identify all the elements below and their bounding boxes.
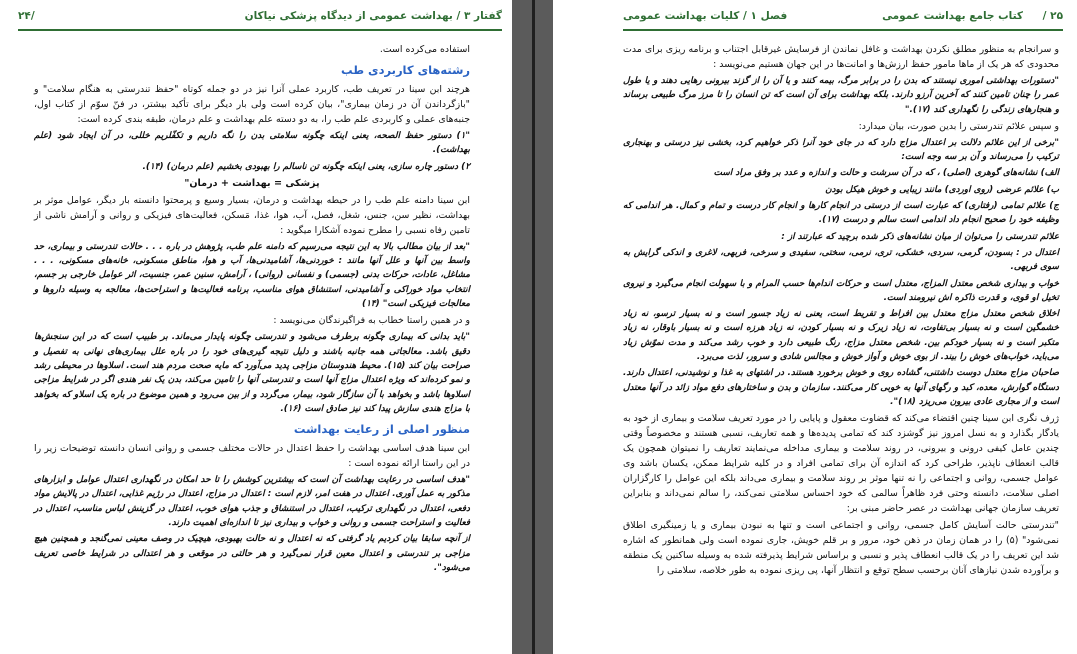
right-quote-4: اعتدال در : بسودن، گرمی، سردی، خشکی، تری، نرمی، سختی، سفیدی و سرخی، فربهی، لاغری و اندکی گرایش به سوی فربهی. — [623, 247, 1059, 273]
left-paragraph-1: هرچند ابن سینا در تعریف طب، کاربرد عملی آنرا نیز در دو جمله کوتاه "حفظ تندرستی به هنگام سلامت" و "بازگرداندن آن در زمان بیماری"، بیان کرده است ولی بار دیگر برای تأکید بیشتر، در فنّ سوّم از کتاب اول، جنبه‌های عملی و کاربردی علم طب را، به دو دسته علم بهداشت و علم درمان، طبقه بندی کرده است: — [34, 84, 470, 125]
right-quote-1: "دستورات بهداشتی اموری نیستند که بدن را در برابر مرگ، بیمه کنند و یا آن را از گزند بیرونی رهایی دهند و یا طول عمر را چنان تامین کنند که آخرین آرزو دارند. بلکه بهداشت برای آن است که تن انسان را تا مرز مرگ طبیعی برساند و هنجارهای زندگی را نگهداری کند (۱۷)." — [623, 76, 1059, 115]
left-paragraph-4: ابن سینا هدف اساسی بهداشت را حفظ اعتدال در حالات مختلف جسمی و روانی انسان دانسته توضیحات زیر را در این راستا ارائه نموده است : — [34, 443, 470, 470]
left-paragraph-3: و در همین راستا خطاب به فراگیرندگان می‌نویسد : — [273, 315, 470, 327]
section-title-main-purpose: منظور اصلی از رعایت بهداشت — [293, 422, 470, 437]
left-quote-5: "هدف اساسی در رعایت بهداشت آن است که بیشترین کوشش را تا حد امکان در نگهداری اعتدال عوامل و ابزارهای مذکور به عمل آوری. اعتدال در هفت امر، لازم است : اعتدال در مزاج، اعتدال در رژیم غذایی، اعتدال در پالایش مواد دفعی، اعتدال در نگهداری ترکیب، اعتدال در استنشاق و جذب هوای خوب، اعتدال در گزینش لباس مناسب، اعتدال در فعالیت و استراحت جسمی و روانی و خواب و بیداری نیز تا اندازه‌ای اهمیت دارند. — [34, 475, 470, 529]
right-quote-5: خواب و بیداری شخص معتدل المزاج، معتدل است و حرکات اندام‌ها حسب المرام و با سهولت انجام می‌گیرد و نیروی تخیل او قوی، و قدرت ذاکره اش نیرومند است. — [623, 278, 1059, 303]
left-quote-1: "۱) دستور حفظ الصحه، یعنی اینکه چگونه سلامتی بدن را نگه داریم و تکفّلریم خللی، در آن ایجاد شود (علم بهداشت). — [34, 131, 470, 156]
health-sign-b: ب) علائم عرضی (روی اوردی) مانند زیبایی و خوش هیکل بودن — [825, 184, 1059, 195]
right-page-book-title: کتاب جامع بهداشت عمومی — [882, 10, 1023, 22]
right-page-number: ۲۵ / — [1042, 10, 1063, 22]
section-title-applied-fields: رشته‌های کاربردی طب — [341, 63, 470, 77]
right-paragraph-4: "تندرستی حالت آسایش کامل جسمی، روانی و اجتماعی است و تنها به نبودن بیماری و یا زمینگیری اطلاق نمی‌شود" (۵) را در همان زمان در ذهن خود، مرور و بر قلم خویش، جاری نموده است ولی همانطور که اشاره شد این تعریف را در یک قالب انعطاف پذیر و نسبی و براساس شرایط پذیرفته شده به وسیله ساکنین یک منطقه و برآورده شدن نیازهای آنان برحسب سطح توقع و انتظار آنها، پی ریزی نموده به طور خلاصه، سلامتی را — [623, 520, 1059, 577]
left-page-body — [34, 42, 470, 577]
left-quote-3: "بعد از بیان مطالب بالا به این نتیجه می‌رسیم که دامنه علم طب، پژوهش در باره . . . حالات تندرستی و بیماری، حد واسط بین آنها و علل آنها مانند : خوردنی‌ها، آشامیدنی‌ها، آب و هوا، مناطق مسکونی، خانه‌های مسکونی، . . . مشاغل، عادات، حرکات بدنی (جسمی) و نفسانی (روانی) ، آرامش، سنین عمر، جنسیت، اثر عوامل خارجی بر جسم، انتخاب مواد خوراکی و آشامیدنی، استنشاق هوای مناسب، برنامه فعالیت‌ها و استراحت‌ها، معالجه به وسیله داروها و معالجات فیزیکی است" (۱۴) — [34, 241, 470, 310]
left-page-chapter-title: گفتار ۳ / بهداشت عمومی از دیدگاه پزشکی نیاکان — [244, 10, 502, 22]
left-intro: استفاده می‌کرده است. — [379, 44, 470, 55]
health-sign-c: ج) علائم تمامی (رفتاری) که عبارت است از درستی در انجام کارها و انجام کار درست و تمام و کمال. هر اندامی که وظیفه خود را صحیح انجام داد اندامی است سالم و درست (۱۷). — [623, 201, 1059, 226]
right-paragraph-3: ژرف نگری ابن سینا چنین اقتضاء می‌کند که قضاوت معقول و پایایی را در مورد تعریف سلامت و بیماری از خود به یادگار بگذارد و به نسل امروز نیز گوشزد کند که تمامی پدیده‌ها و همه تعاریف، نسبی هستند و مخصوصاً وقتی چندین عامل کیفی درونی و بیرونی، در روند سلامت و بیماری مداخله می‌نمایند تعاریف را نمیتوان همچون یک قالب انعطاف ناپذیر، طراحی کرد که اندازه آن برای تمامی افراد و در کلیه شرایط ممکن، یکسان باشد وی عوامل جسمی، روانی و اجتماعی را نه تنها موثر بر روند سلامت و بیماری می‌داند بلکه این عوامل را کارگزاران اصلی سلامت، دانسته وحتی فرد ظاهراً سالمی که خود احساس سلامتی نمی‌کند، را سالم نمی‌داند و بنابراین تعریف سازمان جهانی بهداشت در عصر حاضر مبنی بر: — [623, 413, 1059, 515]
right-quote-2: "برخی از این علائم دلالت بر اعتدال مزاج دارد که در جای خود آنرا ذکر خواهیم کرد، بخشی نیز درستی و بهنجاری ترکیب را می‌رساند و آن بر سه وجه است: — [623, 137, 1059, 163]
left-page — [0, 0, 512, 654]
left-page-header — [18, 10, 502, 28]
right-page-header — [623, 10, 1063, 28]
medicine-formula: پزشکی = بهداشت + درمان" — [184, 177, 320, 189]
left-page-number: /۲۴ — [18, 10, 35, 22]
page-divider — [532, 0, 535, 654]
left-paragraph-2: ابن سینا دامنه علم طب را در حیطه بهداشت و درمان، بسیار وسیع و پرمحتوا دانسته بار دیگر، عوامل موثر بر بهداشت، نظیر سن، جنس، شغل، فصل، آب، هوا، غذا، مَسکن، فعالیت‌های فیزیکی و روانی و آرامش ناشی از تامین رفاه نسبی را مطرح نموده آشکارا میگوید : — [34, 194, 470, 236]
left-quote-6: از آنچه سابقا بیان کردیم یاد گرفتی که نه اعتدال و نه حالت بهبودی، هیچیک در وصف معینی نمی‌گنجد و همچنین هیچ مزاجی بر تندرستی و اعتدال معین قرار نمی‌گیرد و هر حالتی در موقعی و هر اعتدالی در شرایط خاصی تعریف می‌شود". — [34, 534, 470, 573]
left-quote-4: "باید بدانی که بیماری چگونه برطرف می‌شود و تندرستی چگونه پایدار می‌ماند. بر طبیب است که در این سنجش‌ها دقیق باشد. معالجاتی همه جانبه باشند و دلیل نتیجه گیری‌های خود را در باره علل بیماری‌های نهانی به تفصیل و صراحت بیان کند (۱۵). محیط هندوستان مزاجی پدید می‌آورد که مایه صحت مردم هند است. اسلاوها در محیطی رشد و نمو کرده‌اند که ویژه اعتدال مزاج آنها است و تندرستی آنها را تامین می‌کند، بدن یک نفر هندی اگر در شرایط مزاجی اسلاوها باشد و بخواهد با آن سازگار شود، بیمار، می‌گردد و از بین می‌رود و همین موضوع در باره یک اسلاو که بخواهد با مزاج هندی سازش پیدا کند نیز صادق است (۱۶). — [34, 332, 470, 414]
right-page-body — [623, 42, 1059, 580]
right-quote-3: علائم تندرستی را می‌توان از میان نشانه‌های ذکر شده برچید که عبارتند از : — [781, 231, 1059, 242]
right-quote-6: اخلاق شخص معتدل مزاج معتدل بین افراط و تفریط است، یعنی نه زیاد جسور است و نه بسیار ترسو، نه زیاد خشمگین است و نه بسیار بی‌تفاوت، نه زیاد زیرک و نه بسیار کودن، نه زیاد هرزه است و نه بسیار باوقار، نه زیاد متکبر است و نه بسیار خودکم بین. شخص معتدل مزاج، رنگ طبیعی دارد و خوب رشد می‌کند و مدت نموّش زیاد می‌باید، خواب‌های خوش را بیند. از بوی خوش و آواز خوش و مجالس شادی و سرور، لذت می‌برد. — [623, 309, 1059, 363]
right-page — [553, 0, 1077, 654]
health-sign-a: الف) نشانه‌های گوهری (اصلی) ، که در آن سرشت و حالت و اندازه و عدد بر وفق مراد است — [713, 168, 1059, 179]
right-header-rule — [623, 29, 1063, 31]
right-paragraph-2: و سپس علائم تندرستی را بدین صورت، بیان میدارد: — [858, 120, 1059, 132]
left-quote-2: ۲) دستور چاره سازی، یعنی اینکه چگونه تن ناسالم را بهبودی بخشیم (علم درمان) (۱۴). — [142, 161, 470, 172]
left-header-rule — [18, 29, 502, 31]
right-page-chapter-title: فصل ۱ / کلیات بهداشت عمومی — [623, 10, 788, 22]
right-paragraph-1: و سرانجام به منظور مطلق نکردن بهداشت و غافل نماندن از فرسایش غیرقابل اجتناب و برنامه ریزی برای مدت محدودی که هر یک از ماها مامور حفظ ارزش‌ها و امانت‌ها در این جهان هستیم می‌نویسد : — [623, 44, 1059, 70]
right-quote-7: صاحبان مزاج معتدل دوست داشتنی، گشاده روی و خوش برخورد هستند. در اشتهای به غذا و نوشیدنی، اعتدال دارند. دستگاه گوارش، معده، کبد و رگهای آنها به خوبی کار می‌کنند. سازمان و بدن و ساختارهای دفع مواد زائد در آنها معتدل است و از مجاری عادی بیرون می‌ریزد (۱۸)". — [623, 368, 1059, 407]
